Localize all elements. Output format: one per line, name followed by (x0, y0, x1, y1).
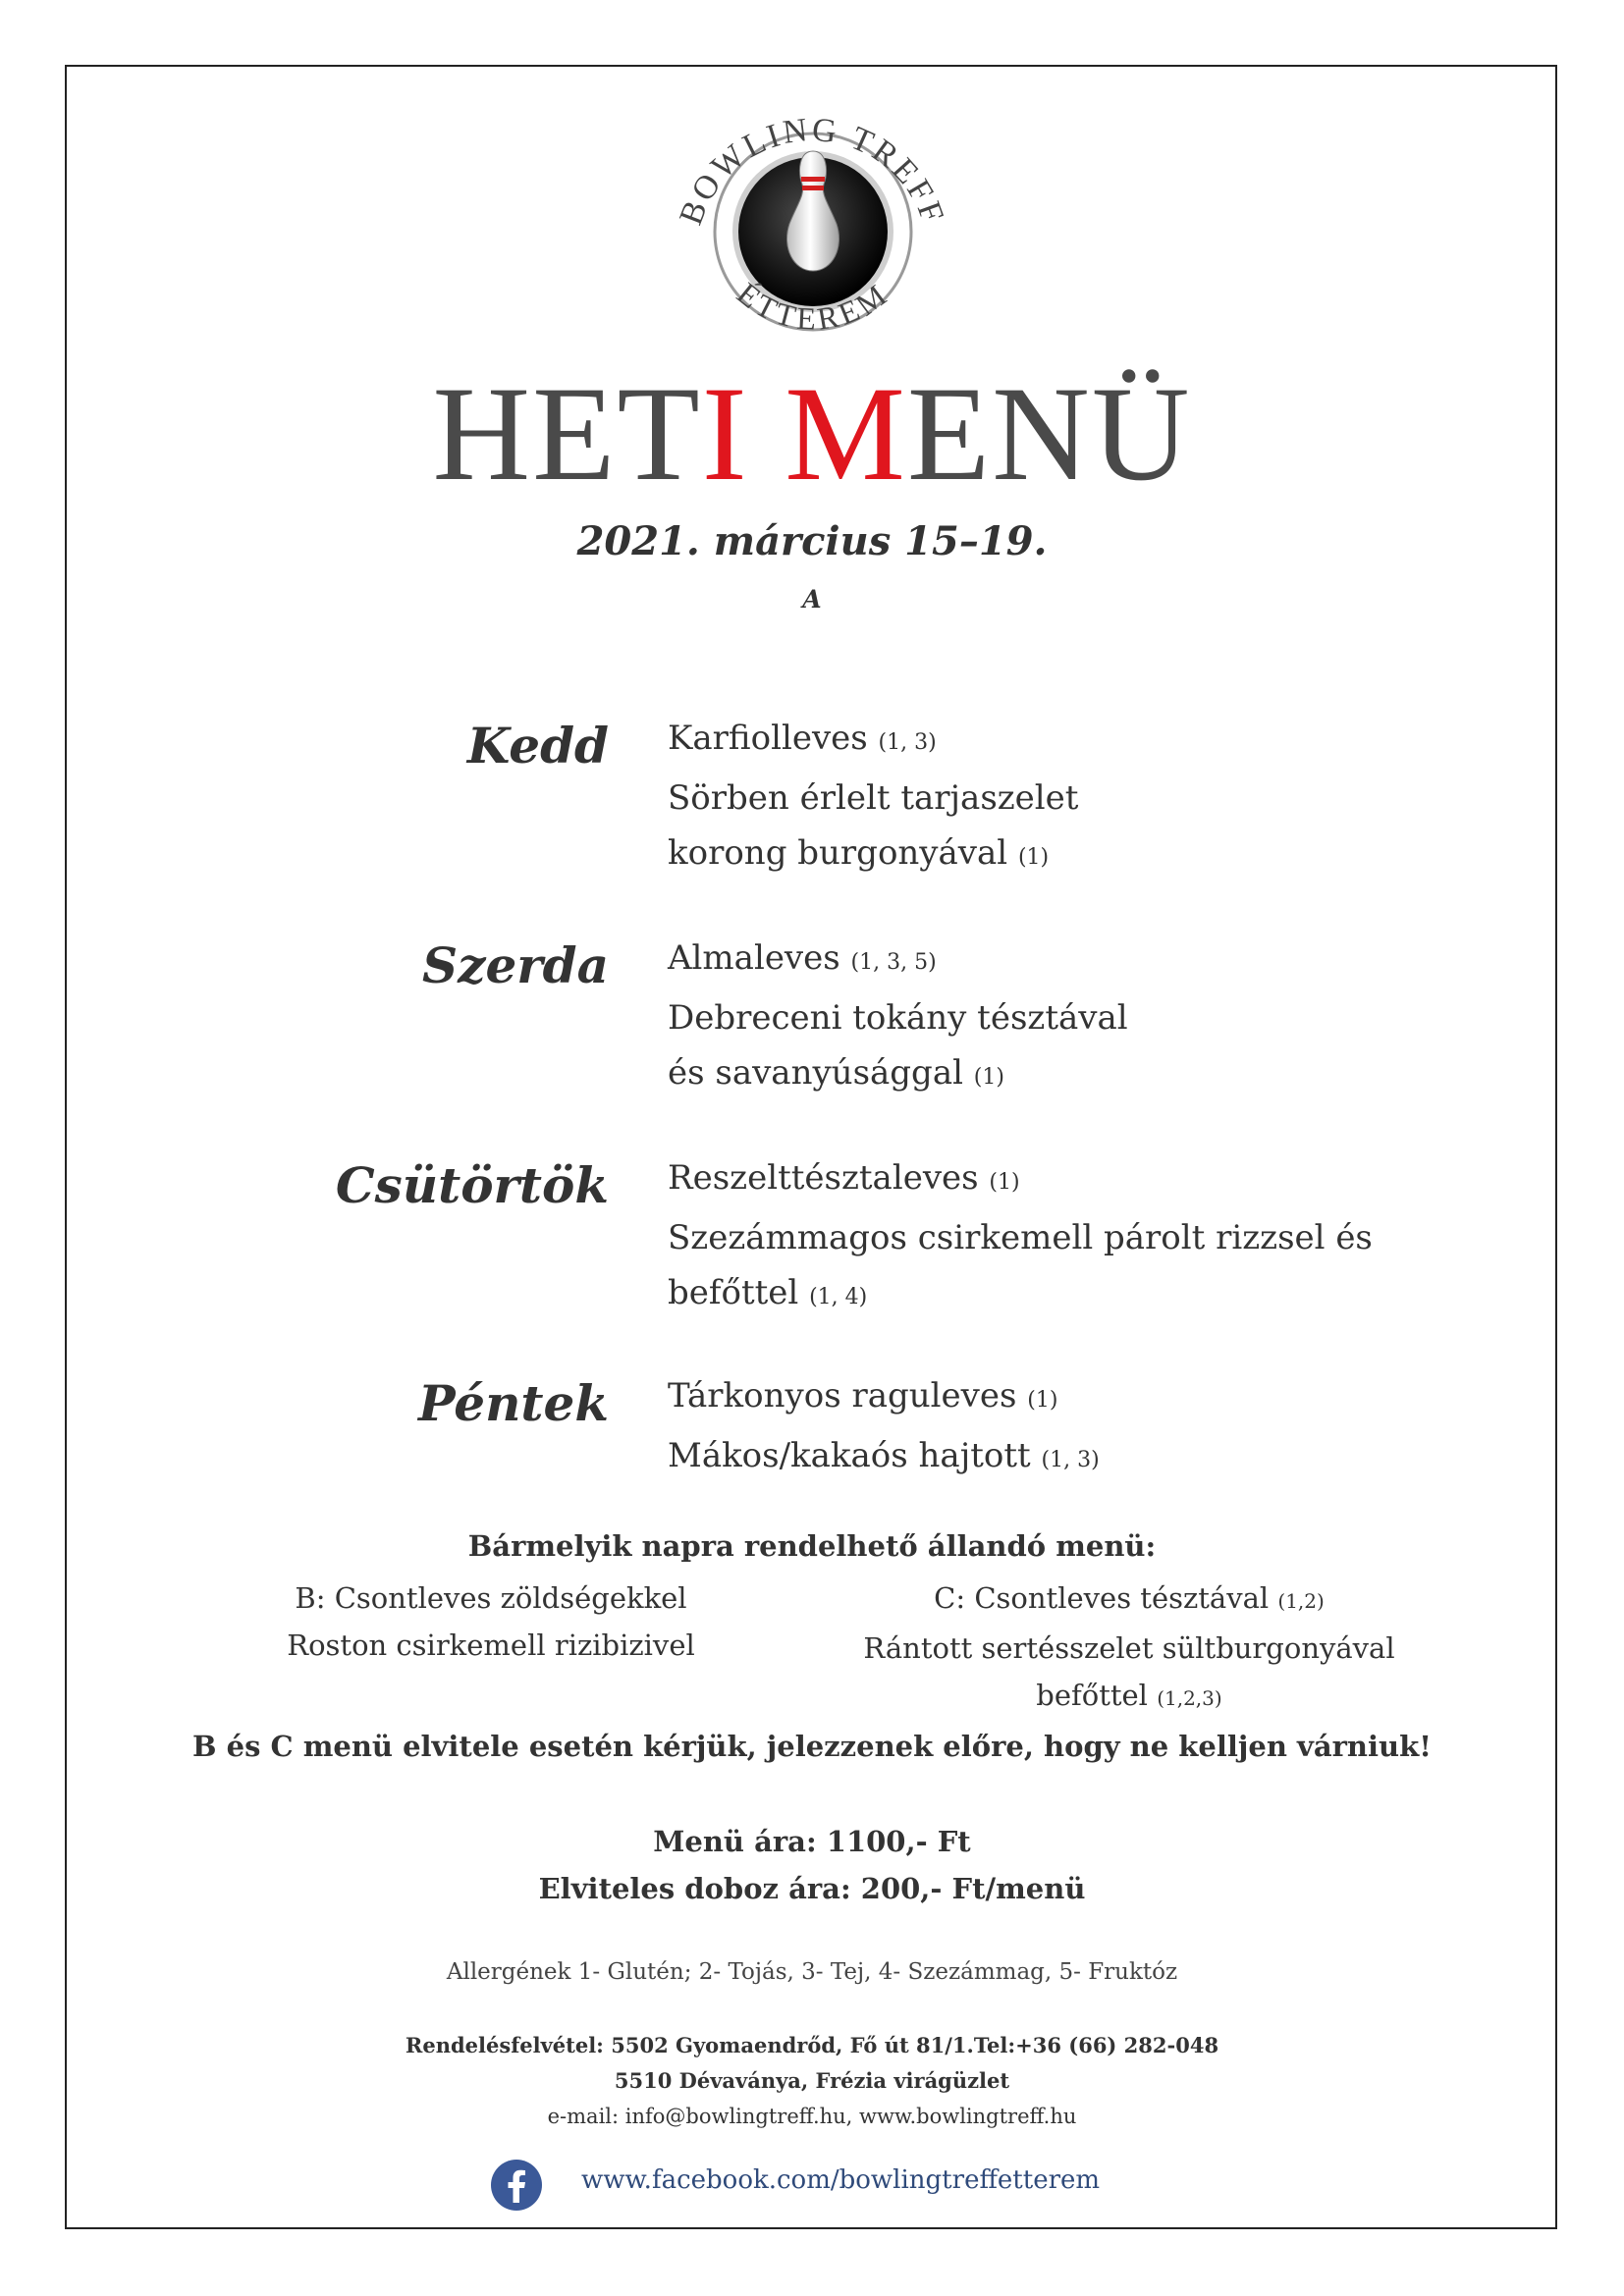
day-dishes-pentek (668, 1368, 1100, 1488)
dish-line: Almaleves (1, 3, 5) (668, 938, 937, 978)
menu-c-line-3: befőttel (1,2,3) (1036, 1679, 1222, 1712)
permanent-menu-heading: Bármelyik napra rendelhető állandó menü: (467, 1529, 1157, 1563)
contact-line-1: Rendelésfelvétel: 5502 Gyomaendrőd, Fő út 81/1.Tel:+36 (66) 282-048 (405, 2033, 1219, 2057)
title-part-2-red: I M (701, 358, 907, 508)
dish-line: Karfiolleves (1, 3) (668, 719, 937, 758)
menu-b-line-2: Roston csirkemell rizibizivel (287, 1629, 695, 1662)
title-part-1: HET (432, 358, 702, 508)
day-dishes-csutortok (668, 1150, 1373, 1325)
facebook-link[interactable]: www.facebook.com/bowlingtreffetterem (581, 2165, 1101, 2195)
title-part-3: ENÜ (906, 358, 1192, 508)
day-dishes-szerda (668, 931, 1128, 1105)
day-name-szerda: Szerda (421, 936, 609, 994)
menu-code: A (802, 585, 822, 614)
page-title (0, 358, 1624, 508)
menu-c-column (825, 1575, 1434, 1722)
menu-b-line-1: B: Csontleves zöldségekkel (295, 1581, 687, 1615)
svg-text:BOWLING TREFF: BOWLING TREFF (673, 111, 951, 231)
day-dishes-kedd (668, 711, 1078, 885)
menu-b-column (245, 1575, 736, 1669)
day-name-csutortok: Csütörtök (335, 1156, 609, 1214)
allergen-legend: Allergének 1- Glutén; 2- Tojás, 3- Tej, 4- Szezámmag, 5- Fruktóz (446, 1959, 1178, 1985)
dish-line: Mákos/kakaós hajtott (1, 3) (668, 1436, 1100, 1475)
facebook-icon[interactable] (491, 2160, 542, 2211)
menu-price: Menü ára: 1100,- Ft (653, 1825, 971, 1858)
day-name-pentek: Péntek (418, 1374, 609, 1432)
bowling-treff-logo (650, 75, 974, 349)
contact-block (0, 2028, 1624, 2134)
contact-line-3[interactable]: e-mail: info@bowlingtreff.hu, www.bowlingtreff.hu (547, 2105, 1077, 2128)
dish-line: és savanyúsággal (1) (668, 1053, 1004, 1093)
takeaway-note: B és C menü elvitele esetén kérjük, jelezzenek előre, hogy ne kelljen várniuk! (192, 1730, 1432, 1763)
dish-line: befőttel (1, 4) (668, 1273, 868, 1312)
box-price: Elviteles doboz ára: 200,- Ft/menü (538, 1872, 1086, 1905)
svg-text:ÉTTEREM: ÉTTEREM (731, 275, 896, 337)
menu-c-line-1: C: Csontleves tésztával (1,2) (934, 1581, 1325, 1615)
dish-line: Tárkonyos raguleves (1) (668, 1376, 1058, 1415)
day-name-kedd: Kedd (466, 717, 609, 774)
menu-c-line-2: Rántott sertésszelet sültburgonyával (863, 1631, 1395, 1665)
dish-line: korong burgonyával (1) (668, 833, 1050, 873)
price-block (0, 1818, 1624, 1912)
contact-line-2: 5510 Dévaványa, Frézia virágüzlet (614, 2068, 1010, 2093)
dish-line: Debreceni tokány tésztával (668, 998, 1128, 1038)
dish-line: Reszelttésztaleves (1) (668, 1158, 1020, 1198)
dish-line: Szezámmagos csirkemell párolt rizzsel és (668, 1218, 1373, 1257)
menu-date: 2021. március 15–19. (576, 518, 1048, 564)
dish-line: Sörben érlelt tarjaszelet (668, 778, 1079, 818)
